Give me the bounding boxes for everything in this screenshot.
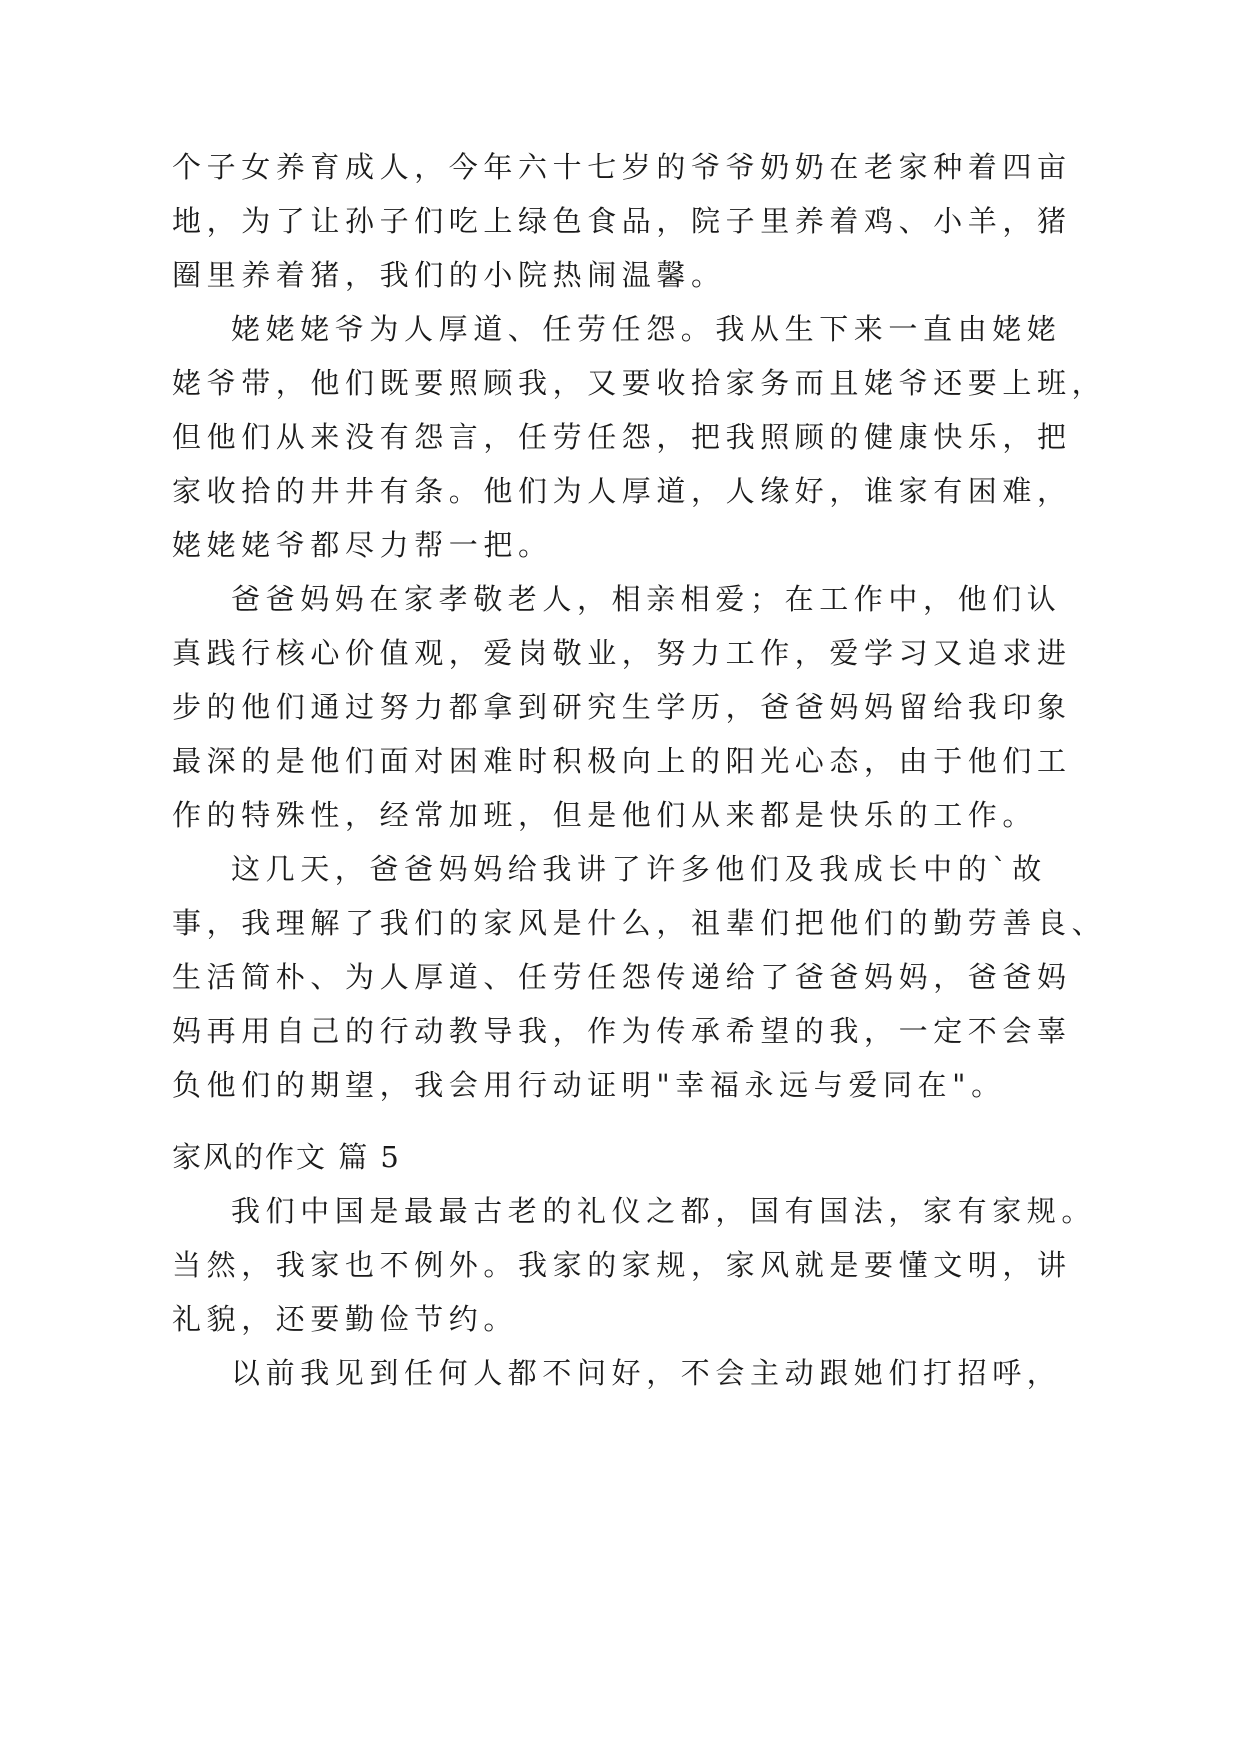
text-line: 当然，我家也不例外。我家的家规，家风就是要懂文明，讲 [172,1248,1072,1282]
text-line: 事，我理解了我们的家风是什么，祖辈们把他们的勤劳善良、 [172,906,1107,940]
text-line: 妈再用自己的行动教导我，作为传承希望的我，一定不会辜 [172,1014,1072,1048]
text-line: 姥爷带，他们既要照顾我，又要收拾家务而且姥爷还要上班， [172,366,1107,400]
text-line: 但他们从来没有怨言，任劳任怨，把我照顾的健康快乐，把 [172,420,1072,454]
text-line: 生活简朴、为人厚道、任劳任怨传递给了爸爸妈妈，爸爸妈 [172,960,1072,994]
text-line: 最深的是他们面对困难时积极向上的阳光心态，由于他们工 [172,744,1072,778]
text-line: 地，为了让孙子们吃上绿色食品，院子里养着鸡、小羊，猪 [172,204,1072,238]
text-line: 个子女养育成人，今年六十七岁的爷爷奶奶在老家种着四亩 [172,150,1072,184]
paragraph-first-line: 姥姥姥爷为人厚道、任劳任怨。我从生下来一直由姥姥 [231,312,1062,346]
section-heading: 家风的作文 篇 5 [172,1140,401,1174]
paragraph-first-line: 爸爸妈妈在家孝敬老人，相亲相爱；在工作中，他们认 [231,582,1062,616]
paragraph-first-line: 以前我见到任何人都不问好，不会主动跟她们打招呼， [231,1356,1062,1390]
text-line: 作的特殊性，经常加班，但是他们从来都是快乐的工作。 [172,798,1038,832]
text-line: 真践行核心价值观，爱岗敬业，努力工作，爱学习又追求进 [172,636,1072,670]
text-line: 负他们的期望，我会用行动证明"幸福永远与爱同在"。 [172,1068,1006,1102]
text-line: 圈里养着猪，我们的小院热闹温馨。 [172,258,726,292]
paragraph-first-line: 我们中国是最最古老的礼仪之都，国有国法，家有家规。 [231,1194,1097,1228]
text-line: 步的他们通过努力都拿到研究生学历，爸爸妈妈留给我印象 [172,690,1072,724]
text-line: 姥姥姥爷都尽力帮一把。 [172,528,553,562]
text-line: 家收拾的井井有条。他们为人厚道，人缘好，谁家有困难， [172,474,1072,508]
text-line: 礼貌，还要勤俭节约。 [172,1302,519,1336]
paragraph-first-line: 这几天，爸爸妈妈给我讲了许多他们及我成长中的`故 [231,852,1047,886]
